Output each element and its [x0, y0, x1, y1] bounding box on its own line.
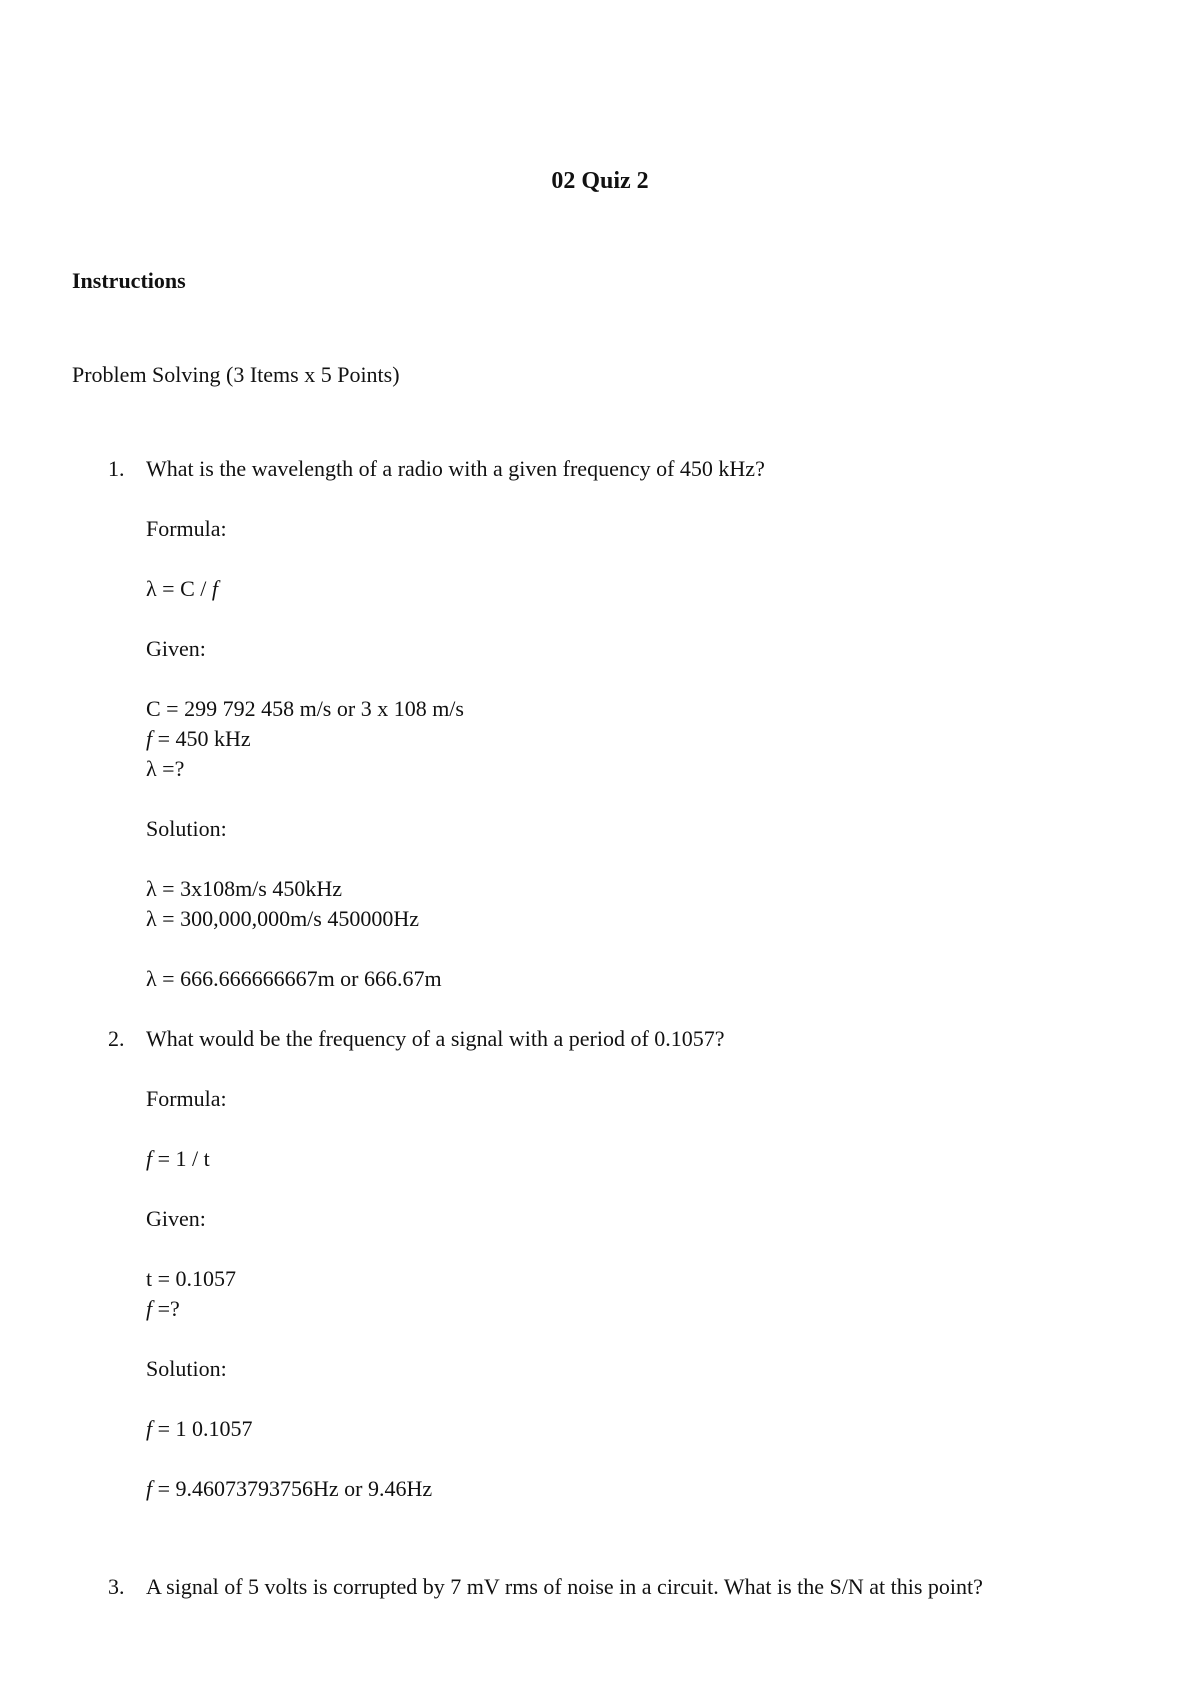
item-1-solution-line: λ = 666.666666667m or 666.67m [146, 966, 442, 991]
instructions-heading: Instructions [72, 268, 186, 293]
item-2-solution-line: f = 1 0.1057 [146, 1416, 253, 1441]
item-1-solution-label: Solution: [146, 816, 227, 841]
item-2-number: 2. [108, 1026, 125, 1051]
item-3-question: A signal of 5 volts is corrupted by 7 mV rms of noise in a circuit. What is the S/N at this point? [146, 1574, 983, 1599]
item-1-solution-line: λ = 3x108m/s 450kHz [146, 876, 343, 901]
item-1-given-label: Given: [146, 636, 206, 661]
item-1-formula-label: Formula: [146, 516, 227, 541]
item-2-given-line: t = 0.1057 [146, 1266, 237, 1291]
item-1-given-line: C = 299 792 458 m/s or 3 x 108 m/s [146, 696, 464, 721]
item-1-given-line: f = 450 kHz [146, 726, 251, 751]
item-3-number: 3. [108, 1574, 125, 1599]
document-title: 02 Quiz 2 [551, 168, 649, 194]
item-2-solution-label: Solution: [146, 1356, 227, 1381]
item-2-solution-line: f = 9.46073793756Hz or 9.46Hz [146, 1476, 433, 1501]
item-2-formula-label: Formula: [146, 1086, 227, 1111]
item-1-given-line: λ =? [146, 756, 185, 781]
problem-solving-subheading: Problem Solving (3 Items x 5 Points) [72, 362, 400, 387]
item-2-given-label: Given: [146, 1206, 206, 1231]
item-2-question: What would be the frequency of a signal with a period of 0.1057? [146, 1026, 725, 1051]
item-1-formula: λ = C / f [146, 576, 218, 601]
item-1-question: What is the wavelength of a radio with a given frequency of 450 kHz? [146, 456, 765, 481]
item-2-given-line: f =? [146, 1296, 180, 1321]
item-2-formula: f = 1 / t [146, 1146, 210, 1171]
item-1-number: 1. [108, 456, 125, 481]
item-1-solution-line: λ = 300,000,000m/s 450000Hz [146, 906, 420, 931]
